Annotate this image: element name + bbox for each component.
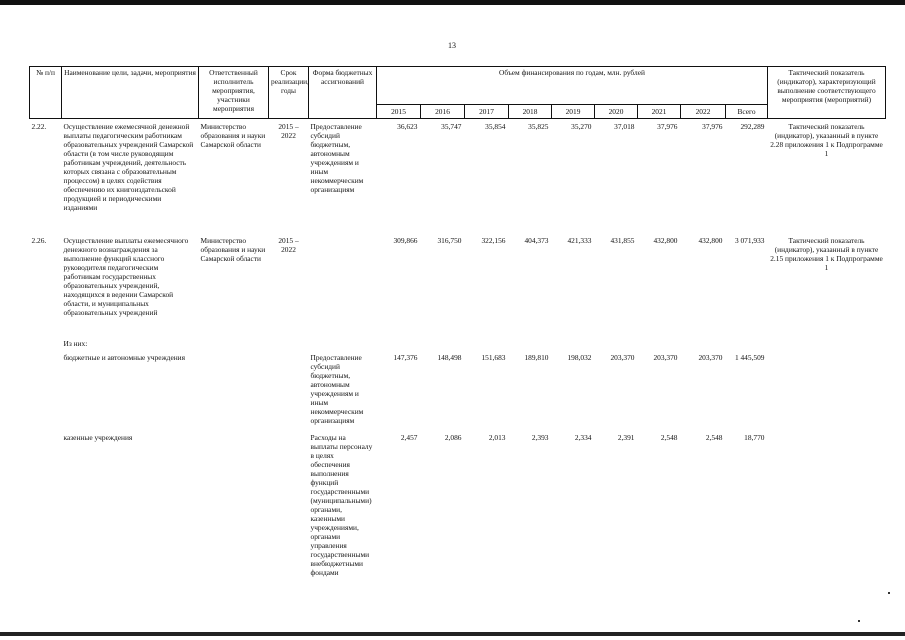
subrow-value: 2,548	[660, 433, 678, 442]
row-value: 37,976	[657, 122, 678, 131]
row-value: 431,855	[610, 236, 635, 245]
scan-speck	[888, 592, 890, 594]
header-indicator: Тактический показатель (индикатор), характеризующий выполнение соответствующего мероприятия (мероприятий)	[768, 67, 886, 119]
financing-table-container	[29, 66, 885, 632]
row-responsible: Министерство образования и науки Самарской области	[200, 236, 266, 264]
header-year: 2020	[595, 105, 638, 119]
row-value: 421,333	[567, 236, 592, 245]
row-value: 404,373	[524, 236, 549, 245]
financing-table	[29, 66, 886, 597]
header-form: Форма бюджетных ассигнований	[309, 67, 377, 119]
row-name: Осуществление ежемесячной денежной выплаты педагогическим работникам образовательных учреждений Самарской области (в том числе руководящим работникам учреждений, деятельность которых связана с образовательным процессом) в целях содействия обеспечению их книгоиздательской продукцией и периодическими изданиями	[63, 122, 194, 213]
row-total: 292,289	[740, 122, 765, 131]
subrow-value: 147,376	[393, 353, 418, 362]
subrow-value: 203,370	[698, 353, 723, 362]
row-period: 2015 – 2022	[278, 236, 299, 255]
row-value: 35,747	[441, 122, 462, 131]
subrow-total: 1 445,509	[734, 353, 765, 362]
header-volume: Объем финансирования по годам, млн. рублей	[377, 67, 768, 105]
subrow-form: Предоставление субсидий бюджетным, автономным учреждениям и иным некоммерческим организациям	[310, 353, 364, 426]
subrow-value: 2,334	[574, 433, 592, 442]
scan-top-border	[0, 0, 905, 5]
scan-speck	[858, 620, 860, 622]
row-form	[309, 236, 377, 339]
subrow-value: 2,548	[705, 433, 723, 442]
scan-bottom-border	[0, 632, 905, 636]
header-total: Всего	[726, 105, 768, 119]
row-indicator: Тактический показатель (индикатор), указанный в пункте 2.28 приложения 1 к Подпрограмме 1	[770, 122, 883, 159]
row-value: 36,623	[397, 122, 418, 131]
header-year: 2019	[552, 105, 595, 119]
table-header-row	[30, 67, 886, 105]
row-value: 35,270	[571, 122, 592, 131]
header-name: Наименование цели, задачи, мероприятия	[62, 67, 199, 119]
row-value: 309,866	[393, 236, 418, 245]
row-value: 316,750	[437, 236, 462, 245]
subrow-name: бюджетные и автономные учреждения	[63, 353, 186, 362]
table-row	[30, 119, 886, 237]
subrow-value: 203,370	[610, 353, 635, 362]
row-form: Предоставление субсидий бюджетным, автономным учреждениям и иным некоммерческим организациям	[310, 122, 364, 195]
table-row	[30, 236, 886, 339]
row-num: 2.22.	[31, 122, 47, 131]
row-value: 432,800	[698, 236, 723, 245]
row-value: 35,854	[485, 122, 506, 131]
subrow-value: 2,391	[617, 433, 635, 442]
header-year: 2015	[377, 105, 421, 119]
subrow-value: 2,013	[488, 433, 506, 442]
row-value: 37,018	[614, 122, 635, 131]
row-period: 2015 – 2022	[278, 122, 299, 141]
subrow-form: Расходы на выплаты персоналу в целях обеспечения выполнения функций государственными (муниципальными) органами, казенными учреждениями, органами управления государственными внебюджетными фондами	[310, 433, 373, 578]
row-num: 2.26.	[31, 236, 47, 245]
header-year: 2021	[638, 105, 681, 119]
row-value: 35,825	[528, 122, 549, 131]
subrow-value: 2,086	[444, 433, 462, 442]
subrow-name: казенные учреждения	[63, 433, 133, 442]
subrow-value: 198,032	[567, 353, 592, 362]
subrow-value: 189,810	[524, 353, 549, 362]
subrow-total: 18,770	[744, 433, 765, 442]
table-subrow	[30, 353, 886, 433]
subrow-value: 203,370	[653, 353, 678, 362]
subrow-value: 2,457	[400, 433, 418, 442]
table-row	[30, 339, 886, 353]
row-value: 322,156	[481, 236, 506, 245]
subrow-value: 151,683	[481, 353, 506, 362]
header-num: № п/п	[30, 67, 62, 119]
header-year: 2018	[509, 105, 552, 119]
header-year: 2016	[421, 105, 465, 119]
table-subrow	[30, 433, 886, 597]
row-total: 3 071,933	[734, 236, 765, 245]
page-number: 13	[448, 41, 456, 50]
header-responsible: Ответственный исполнитель мероприятия, участники мероприятия	[199, 67, 269, 119]
header-year: 2017	[465, 105, 509, 119]
header-period: Срок реализации, годы	[269, 67, 309, 119]
row-name: Осуществление выплаты ежемесячного денежного вознаграждения за выполнение функций классного руководителя педагогическим работникам государственных образовательных учреждений, находящихся в ведении Самарской области, и муниципальных образовательных учреждений	[63, 236, 189, 318]
of-which-label: Из них:	[63, 339, 88, 348]
row-value: 432,800	[653, 236, 678, 245]
header-year: 2022	[681, 105, 726, 119]
row-indicator: Тактический показатель (индикатор), указанный в пункте 2.15 приложения 1 к Подпрограмме 1	[770, 236, 883, 273]
subrow-value: 2,393	[531, 433, 549, 442]
row-value: 37,976	[702, 122, 723, 131]
subrow-value: 148,498	[437, 353, 462, 362]
row-responsible: Министерство образования и науки Самарской области	[200, 122, 266, 150]
